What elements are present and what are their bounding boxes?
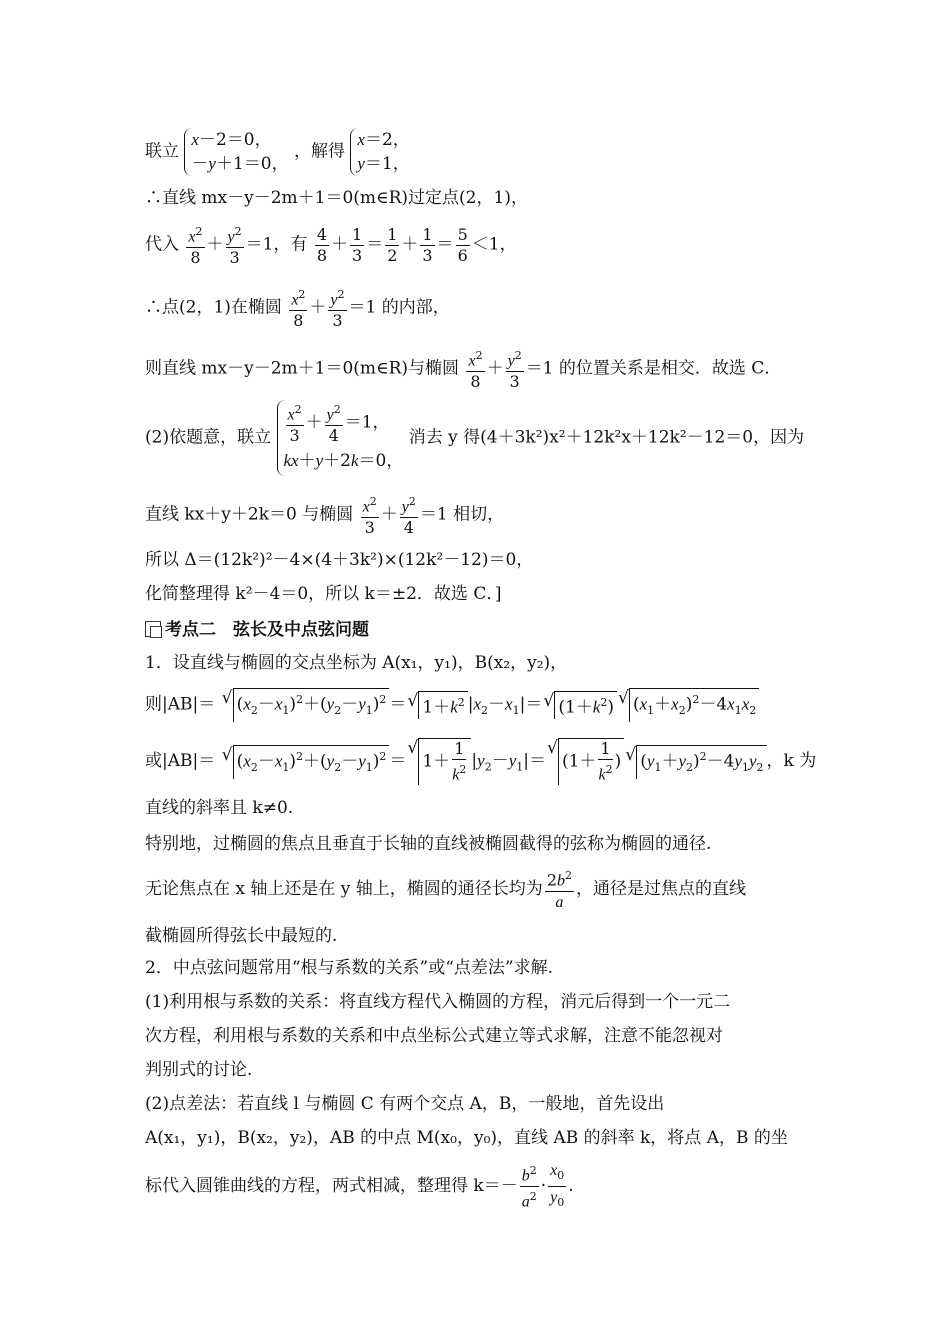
- equation-system: x－2＝0， －y＋1＝0，: [184, 128, 288, 176]
- text: 无论焦点在 x 轴上还是在 y 轴上，椭圆的通径长均为: [145, 879, 543, 900]
- text: 消去 y 得(4＋3k²)x²＋12k²x＋12k²－12＝0，因为: [408, 427, 805, 448]
- latus-rectum-line: 无论焦点在 x 轴上还是在 y 轴上，椭圆的通径长均为 $\frac{2b^2}{a}$ ，通径是过焦点的直线: [145, 866, 746, 913]
- paragraph: (2)点差法：若直线 l 与椭圆 C 有两个交点 A，B，一般地，首先设出: [145, 1094, 665, 1114]
- part2-system-line: [145, 400, 804, 476]
- paragraph: 判别式的讨论.: [145, 1060, 253, 1080]
- text: ＝1 的位置关系是相交．故选 C．: [525, 358, 782, 379]
- paragraph: 2．中点弦问题常用“根与系数的关系”或“点差法”求解.: [145, 958, 553, 978]
- paragraph: 1．设直线与椭圆的交点坐标为 A(x₁，y₁)，B(x₂，y₂)，: [145, 653, 568, 673]
- paragraph: 特别地，过椭圆的焦点且垂直于长轴的直线被椭圆截得的弦称为椭圆的通径.: [145, 834, 712, 854]
- conclusion-line: 则直线 mx－y－2m＋1＝0(m∈R)与椭圆 $\frac{x^2}{8}$ ＋ $\frac{y^2}{3}$ ＝1 的位置关系是相交．故选 C．: [145, 346, 781, 392]
- paragraph: (1)利用根与系数的关系：将直线方程代入椭圆的方程，消元后得到一个一元二: [145, 992, 731, 1012]
- tangent-line: 直线 kx＋y＋2k＝0 与椭圆 $\frac{x^2}{3}$ ＋ $\frac{y^2}{4}$ ＝1 相切，: [145, 492, 504, 538]
- section-title: 考点二 弦长及中点弦问题: [165, 620, 369, 640]
- paragraph: 直线的斜率且 k≠0.: [145, 798, 294, 818]
- inside-line: ∴点(2，1)在椭圆 $\frac{x^2}{8}$ ＋ $\frac{y^2}{3}$ ＝1 的内部，: [145, 285, 450, 331]
- text: (2)依题意，联立: [145, 427, 272, 448]
- text: 联立: [145, 141, 179, 162]
- text: ∴点(2，1)在椭圆: [145, 297, 282, 318]
- fixed-point-line: ∴直线 mx－y－2m＋1＝0(m∈R)过定点(2，1)，: [145, 188, 528, 208]
- result-line: 化简整理得 k²－4＝0，所以 k＝±2．故选 C．]: [145, 584, 502, 604]
- discriminant-line: 所以 Δ＝(12k²)²－4×(4＋3k²)×(12k²－12)＝0，: [145, 550, 534, 570]
- paragraph: A(x₁，y₁)，B(x₂，y₂)，AB 的中点 M(x₀，y₀)，直线 AB 的斜率 k，将点 A，B 的坐: [145, 1128, 788, 1148]
- text: ＜1，: [471, 234, 517, 255]
- equation-system: $\frac{x^2}{3}$ ＋ $\frac{y^2}{4}$ ＝1， kx＋y＋2k＝0，: [277, 400, 404, 476]
- system-line: [145, 128, 410, 176]
- text: ＝1 相切，: [419, 504, 505, 525]
- section-box-icon: [145, 621, 161, 637]
- text: ＝1，有: [245, 234, 308, 255]
- text: 代入: [145, 234, 179, 255]
- text: 或|AB|＝: [145, 751, 216, 772]
- text: 则直线 mx－y－2m＋1＝0(m∈R)与椭圆: [145, 358, 460, 379]
- paragraph: 次方程，利用根与系数的关系和中点坐标公式建立等式求解，注意不能忽视对: [145, 1026, 723, 1046]
- chord-formula-2: 或|AB|＝ √ $(x_2-x_1)^2+(y_2-y_1)^2$ ＝√ 1＋ $\frac{1}{k^2}$ $|y_2-y_1|=√$ (1＋ $\frac{1}{k^2}$ )√ $(y_1+y_2)^2-4y_1y_2$ ，k 为: [145, 738, 816, 785]
- text: ，k 为: [766, 751, 817, 772]
- text: ，解得: [294, 141, 345, 162]
- text: 直线 kx＋y＋2k＝0 与椭圆: [145, 504, 354, 525]
- section-heading: [145, 618, 369, 642]
- text: ，通径是过焦点的直线: [576, 879, 746, 900]
- text: 则|AB|＝: [145, 694, 216, 715]
- substitute-line: 代入 $\frac{x^2}{8}$ ＋ $\frac{y^2}{3}$ ＝1，有 $\frac{4}{8}$ ＋ $\frac{1}{3}$ ＝ $\frac{1}{2}$ ＋ $\frac{1}{3}$ ＝ $\frac{5}{6}$ ＜1，: [145, 222, 517, 268]
- paragraph: 截椭圆所得弦长中最短的.: [145, 926, 338, 946]
- midpoint-formula-line: 标代入圆锥曲线的方程，两式相减，整理得 k＝－ $\frac{b^2}{a^2}$ · $\frac{x_0}{y_0}$ .: [145, 1162, 574, 1211]
- text: .: [568, 1176, 574, 1197]
- text: 标代入圆锥曲线的方程，两式相减，整理得 k＝－: [145, 1176, 518, 1197]
- chord-formula-1: 则|AB|＝ √ $(x_2-x_1)^2+(y_2-y_1)^2$ ＝√ $1+k^2$ $|x_2-x_1|=√$ $(1+k^2)√$ $(x_1+x_2)^2-4x_1x_2$: [145, 688, 759, 723]
- solution-system: x＝2， y＝1，: [350, 128, 409, 176]
- text: ＝1 的内部，: [348, 297, 450, 318]
